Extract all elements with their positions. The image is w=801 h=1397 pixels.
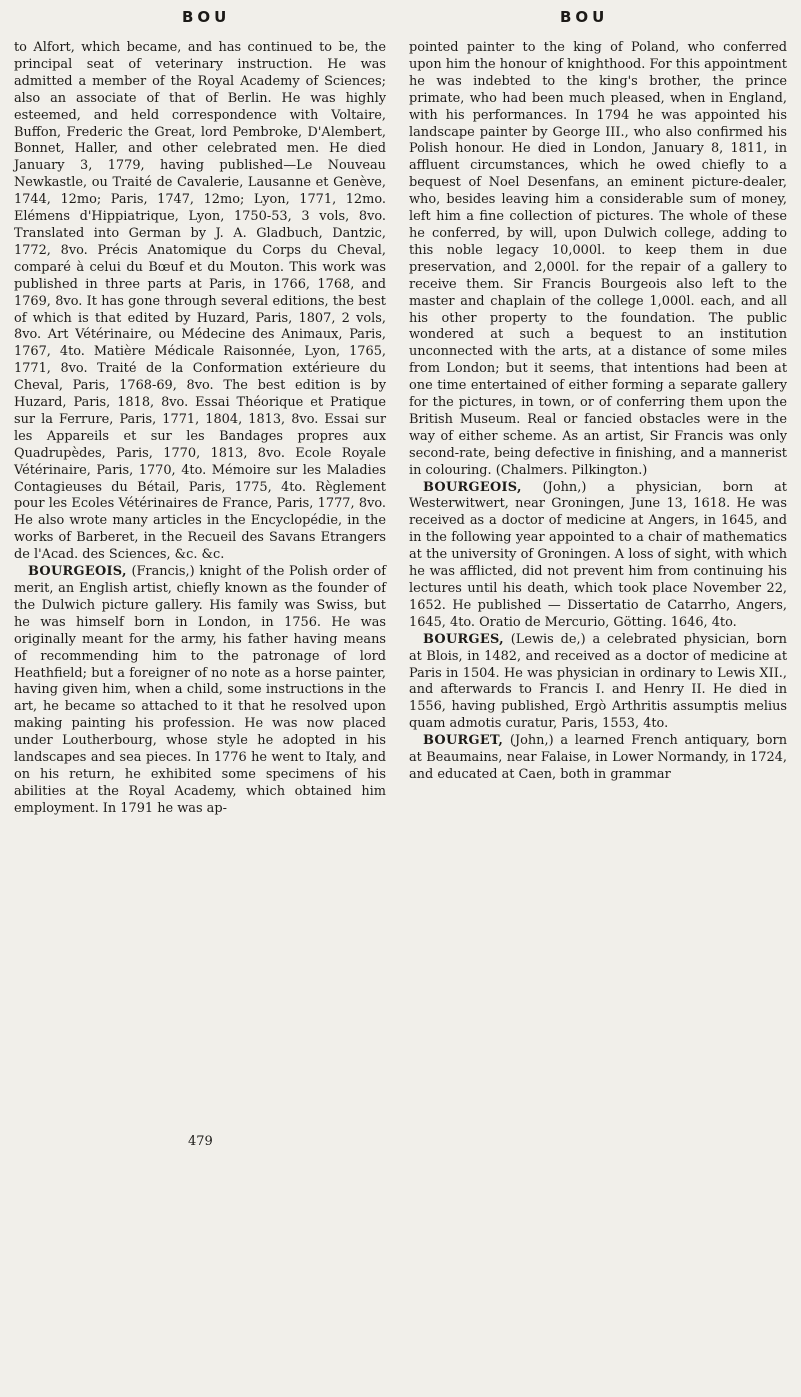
running-head bbox=[0, 8, 801, 32]
entry-text: (Francis,) knight of the Polish order of merit, an English artist, chiefly known as the founder of the Dulwich picture gallery. His family was Swiss, but he was himself born in London, in 1756. He was originally meant for the army, his father having means of recommending him to the patronage of lord Heathfield; but a foreigner of no note as a horse painter, having given him, when a child, some instructions in the art, he became so attached to it that he resolved upon making painting his profession. He was now placed under Loutherbourg, whose style he adopted in his landscapes and sea pieces. In 1776 he went to Italy, and on his return, he exhibited some specimens of his abilities at the Royal Academy, which obtained him employment. In 1791 he was ap- bbox=[14, 564, 386, 816]
running-head-right: BOU bbox=[560, 8, 609, 26]
entry-bourgeois-francis bbox=[14, 564, 386, 818]
entry-bourges-lewis bbox=[409, 632, 787, 733]
headword: BOURGES, bbox=[423, 631, 504, 647]
paragraph-bourgelat-continued: to Alfort, which became, and has continued to be, the principal seat of veterinary instruction. He was admitted a member of the Royal Academy of Sciences; also an associate of that of Berlin. He was highly esteemed, and held correspondence with Voltaire, Buffon, Frederic the Great, lord Pembroke, D'Alembert, Bonnet, Haller, and other celebrated men. He died January 3, 1779, having published—Le Nouveau Newkastle, ou Traité de Cavalerie, Lausanne et Genève, 1744, 12mo; Paris, 1747, 12mo; Lyon, 1771, 12mo. Elémens d'Hippiatrique, Lyon, 1750-53, 3 vols, 8vo. Translated into German by J. A. Gladbuch, Dantzic, 1772, 8vo. Précis Anatomique du Corps du Cheval, comparé à celui du Bœuf et du Mouton. This work was published in three parts at Paris, in 1766, 1768, and 1769, 8vo. It has gone through several editions, the best of which is that edited by Huzard, Paris, 1807, 2 vols, 8vo. Art Vétérinaire, ou Médecine des Animaux, Paris, 1767, 4to. Matière Médicale Raisonnée, Lyon, 1765, 1771, 8vo. Traité de la Conformation extérieure du Cheval, Paris, 1768-69, 8vo. The best edition is by Huzard, Paris, 1818, 8vo. Essai Théorique et Pratique sur la Ferrure, Paris, 1771, 1804, 1813, 8vo. Essai sur les Appareils et sur les Bandages propres aux Quadrupèdes, Paris, 1770, 1813, 8vo. Ecole Royale Vétérinaire, Paris, 1770, 4to. Mémoire sur les Maladies Contagieuses du Bétail, Paris, 1775, 4to. Règlement pour les Ecoles Vétérinaires de France, Paris, 1777, 8vo. He also wrote many articles in the Encyclopédie, in the works of Barberet, in the Recueil des Savans Etrangers de l'Acad. des Sciences, &c. &c. bbox=[14, 40, 386, 563]
headword: BOURGET, bbox=[423, 733, 504, 749]
entry-bourgeois-john bbox=[409, 480, 787, 632]
left-column bbox=[14, 40, 386, 818]
headword: BOURGEOIS, bbox=[423, 479, 522, 495]
entry-bourget-john bbox=[409, 733, 787, 784]
entry-text: (John,) a physician, born at Westerwitwert, near Groningen, June 13, 1618. He was received as a doctor of medicine at Angers, in 1645, and in the following year appointed to a chair of mathematics at the university of Groningen. A loss of sight, with which he was afflicted, did not prevent him from continuing his lectures until his death, which took place November 22, 1652. He published — Dissertatio de Catarrho, Angers, 1645, 4to. Oratio de Mercurio, Götting. 1646, 4to. bbox=[409, 479, 787, 630]
entry-text: (John,) a learned French antiquary, born at Beaumains, near Falaise, in Lower Normandy, in 1724, and educated at Caen, both in grammar bbox=[409, 733, 787, 782]
running-head-left: BOU bbox=[182, 8, 231, 26]
headword: BOURGEOIS, bbox=[28, 564, 127, 580]
paragraph-bourgeois-continued: pointed painter to the king of Poland, who conferred upon him the honour of knighthood. For this appointment he was indebted to the king's brother, the prince primate, who had been much pleased, when in England, with his performances. In 1794 he was appointed his landscape painter by George III., who also confirmed his Polish honour. He died in London, January 8, 1811, in affluent circumstances, which he owed chiefly to a bequest of Noel Desenfans, an eminent picture-dealer, who, besides leaving him a considerable sum of money, left him a fine collection of pictures. The whole of these he conferred, by will, upon Dulwich college, adding to this noble legacy 10,000l. to keep them in due preservation, and 2,000l. for the repair of a gallery to receive them. Sir Francis Bourgeois also left to the master and chaplain of the college 1,000l. each, and all his other property to the foundation. The public wondered at such a bequest to an institution unconnected with the arts, at a distance of some miles from London; but it seems, that intentions had been at one time entertained of either forming a separate gallery for the pictures, in town, or of conferring them upon the British Museum. Real or fancied obstacles were in the way of either scheme. As an artist, Sir Francis was only second-rate, being defective in finishing, and a mannerist in colouring. (Chalmers. Pilkington.) bbox=[409, 40, 787, 478]
page-number: 479 bbox=[188, 1134, 213, 1149]
right-column bbox=[409, 40, 787, 784]
entry-text: (Lewis de,) a celebrated physician, born at Blois, in 1482, and received as a doctor of medicine at Paris in 1504. He was physician in ordinary to Lewis XII., and afterwards to Francis I. and Henry II. He died in 1556, having published, Ergò Arthritis assumptis melius quam admotis curatur, Paris, 1553, 4to. bbox=[409, 631, 787, 732]
